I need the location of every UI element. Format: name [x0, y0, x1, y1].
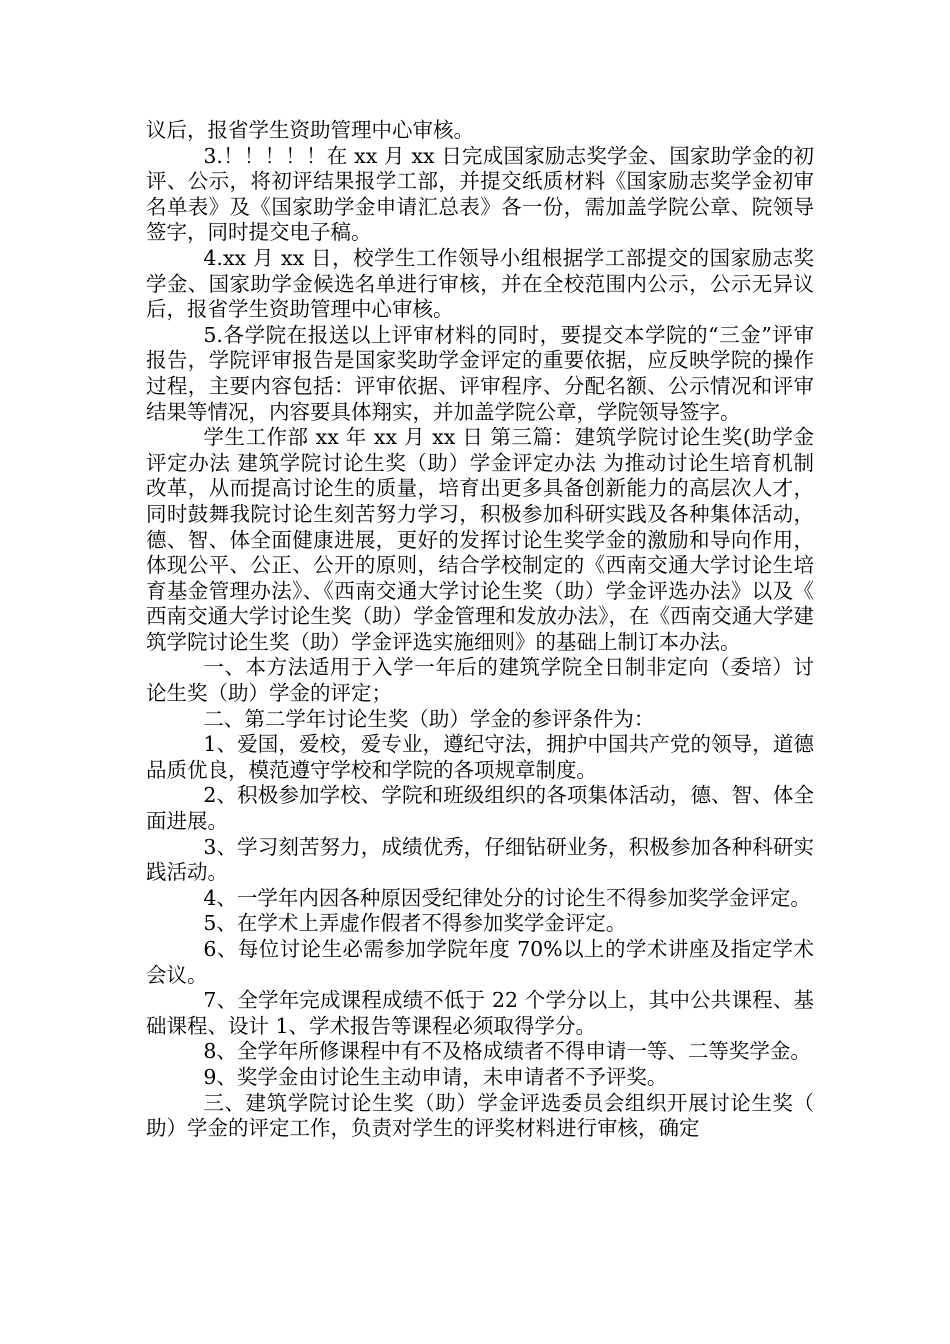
paragraph-condition-8: 8、全学年所修课程中有不及格成绩者不得申请一等、二等奖学金。	[203, 1039, 811, 1064]
paragraph-condition-7: 7、全学年完成课程成绩不低于 22 个学分以上，其中公共课程、基础课程、设计 1、学术报告等课程必须取得学分。	[146, 988, 814, 1038]
paragraph-item-5: 5.各学院在报送以上评审材料的同时，要提交本学院的“三金”评审报告，学院评审报告是国家奖助学金评定的重要依据，应反映学院的操作过程，主要内容包括：评审依据、评审程序、分配名额、公示情况和评审结果等情况，内容要具体翔实，并加盖学院公章，学院领导签字。	[146, 322, 814, 424]
paragraph-item-4: 4.xx 月 xx 日，校学生工作领导小组根据学工部提交的国家励志奖学金、国家助学金候选名单进行审核，并在全校范围内公示，公示无异议后，报省学生资助管理中心审核。	[146, 245, 814, 322]
paragraph-condition-2: 2、积极参加学校、学院和班级组织的各项集体活动，德、智、体全面进展。	[146, 783, 814, 834]
document-page	[146, 118, 814, 1142]
paragraph-condition-4: 4、一学年内因各种原因受纪律处分的讨论生不得参加奖学金评定。	[203, 885, 811, 910]
paragraph-section-intro: 学生工作部 xx 年 xx 月 xx 日 第三篇：建筑学院讨论生奖(助学金评定办法 建筑学院讨论生奖（助）学金评定办法 为推动讨论生培育机制改革，从而提高讨论生的质量，培育出更多具备创新能力的高层次人才，同时鼓舞我院讨论生刻苦努力学习，积极参加科研实践及各种集体活动，德、智、体全面健康进展，更好的发挥讨论生奖学金的激励和导向作用，体现公平、公正、公开的原则，结合学校制定的《西南交通大学讨论生培育基金管理办法》、《西南交通大学讨论生奖（助）学金评选办法》以及《西南交通大学讨论生奖（助）学金管理和发放办法》，在《西南交通大学建筑学院讨论生奖（助）学金评选实施细则》的基础上制订本办法。	[146, 425, 814, 654]
paragraph-article-one: 一、本方法适用于入学一年后的建筑学院全日制非定向（委培）讨论生奖（助）学金的评定；	[146, 655, 814, 706]
paragraph-condition-6: 6、每位讨论生必需参加学院年度 70%以上的学术讲座及指定学术会议。	[146, 937, 814, 987]
paragraph-condition-9: 9、奖学金由讨论生主动申请，未申请者不予评奖。	[203, 1064, 668, 1089]
paragraph-article-three: 三、建筑学院讨论生奖（助）学金评选委员会组织开展讨论生奖（助）学金的评定工作，负责对学生的评奖材料进行审核，确定	[146, 1090, 814, 1141]
paragraph-condition-3: 3、学习刻苦努力，成绩优秀，仔细钻研业务，积极参加各种科研实践活动。	[146, 834, 814, 885]
paragraph-continuation: 议后，报省学生资助管理中心审核。	[146, 118, 474, 142]
paragraph-condition-1: 1、爱国，爱校，爱专业，遵纪守法，拥护中国共产党的领导，道德品质优良，模范遵守学校和学院的各项规章制度。	[146, 732, 814, 782]
paragraph-article-two: 二、第二学年讨论生奖（助）学金的参评条件为：	[203, 706, 655, 731]
paragraph-item-3: 3.！！！！！在 xx 月 xx 日完成国家励志奖学金、国家助学金的初评、公示，将初评结果报学工部，并提交纸质材料《国家励志奖学金初审名单表》及《国家助学金申请汇总表》各一份，需加盖学院公章、院领导签字，同时提交电子稿。	[146, 143, 814, 245]
paragraph-condition-5: 5、在学术上弄虚作假者不得参加奖学金评定。	[203, 911, 627, 936]
